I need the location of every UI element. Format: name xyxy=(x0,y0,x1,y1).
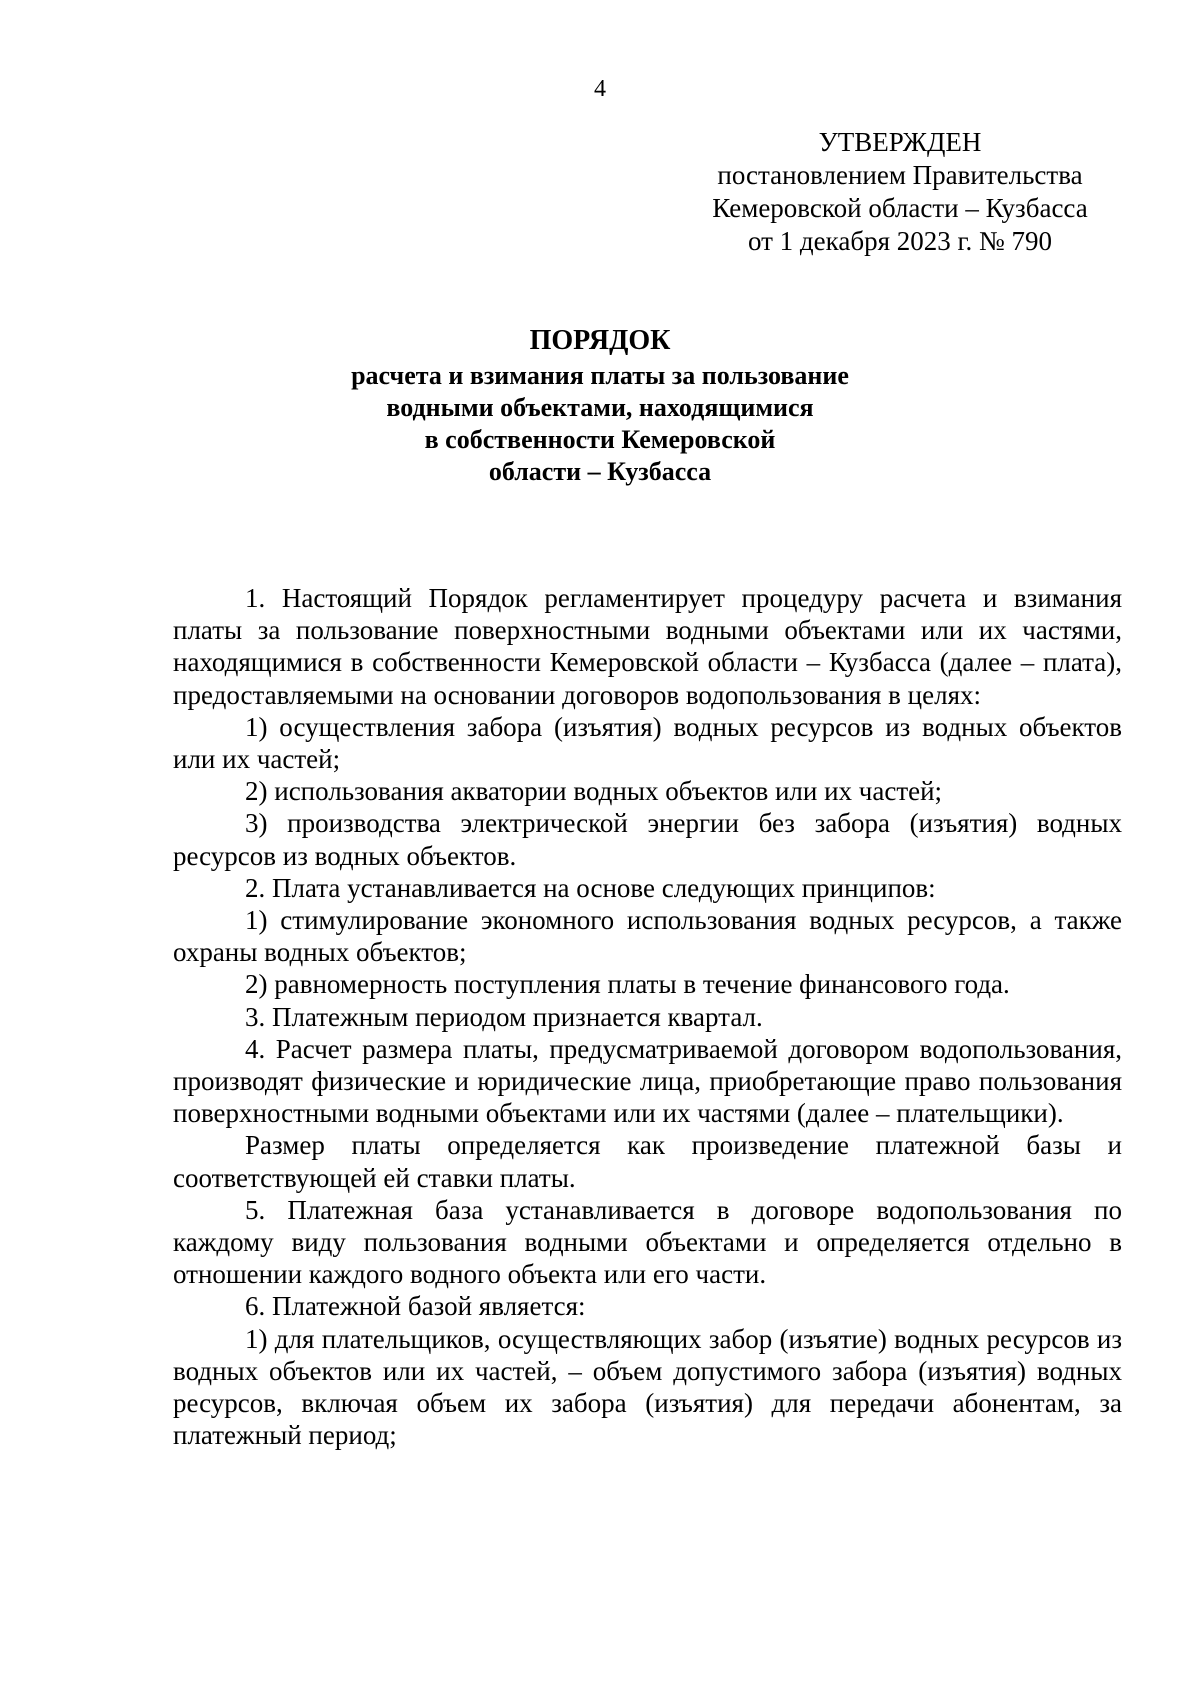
subtitle-line: в собственности Кемеровской xyxy=(424,425,776,454)
paragraph: 2) использования акватории водных объектов или их частей; xyxy=(245,776,943,807)
approval-line: Кемеровской области – Кузбасса xyxy=(712,193,1088,223)
subtitle-line: водными объектами, находящимися xyxy=(386,393,814,422)
document-title: ПОРЯДОК xyxy=(529,325,671,356)
paragraph: Размер платы определяется как произведение платежной базы и соответствующей ей ставки платы. xyxy=(173,1130,1122,1193)
paragraph: 1) для плательщиков, осуществляющих забор (изъятие) водных ресурсов из водных объектов или их частей, – объем допустимого забора (изъятия) водных ресурсов, включая объем их забора (изъятия) для передачи абонентам, за платежный период; xyxy=(173,1323,1122,1451)
subtitle-line: расчета и взимания платы за пользование xyxy=(351,361,849,390)
approval-stamp xyxy=(680,126,1120,258)
paragraph: 3) производства электрической энергии без забора (изъятия) водных ресурсов из водных объектов. xyxy=(173,808,1122,871)
paragraph: 3. Платежным периодом признается квартал. xyxy=(245,1001,763,1032)
paragraph: 5. Платежная база устанавливается в договоре водопользования по каждому виду пользования водными объектами и определяется отдельно в отношении каждого водного объекта или его части. xyxy=(173,1194,1122,1290)
document-body xyxy=(173,582,1122,1451)
approval-line: УТВЕРЖДЕН xyxy=(818,127,982,157)
subtitle-line: области – Кузбасса xyxy=(488,457,712,486)
approval-line: постановлением Правительства xyxy=(717,160,1083,190)
paragraph: 1) стимулирование экономного использования водных ресурсов, а также охраны водных объектов; xyxy=(173,905,1122,968)
approval-line: от 1 декабря 2023 г. № 790 xyxy=(747,226,1053,256)
title-block xyxy=(0,324,1200,488)
document-subtitle xyxy=(0,360,1200,488)
paragraph: 1) осуществления забора (изъятия) водных ресурсов из водных объектов или их частей; xyxy=(173,711,1122,775)
paragraph: 2. Плата устанавливается на основе следующих принципов: xyxy=(245,872,936,903)
page-number: 4 xyxy=(594,76,606,102)
paragraph: 1. Настоящий Порядок регламентирует процедуру расчета и взимания платы за пользование поверхностными водными объектами или их частями, находящимися в собственности Кемеровской области – Кузбасса (далее – плата), предоставляемыми на основании договоров водопользования в целях: xyxy=(173,583,1122,710)
paragraph: 2) равномерность поступления платы в течение финансового года. xyxy=(245,969,1010,1000)
paragraph: 4. Расчет размера платы, предусматриваемой договором водопользования, производят физические и юридические лица, приобретающие право пользования поверхностными водными объектами или их частями (далее – плательщики). xyxy=(173,1033,1122,1129)
paragraph: 6. Платежной базой является: xyxy=(245,1291,586,1322)
